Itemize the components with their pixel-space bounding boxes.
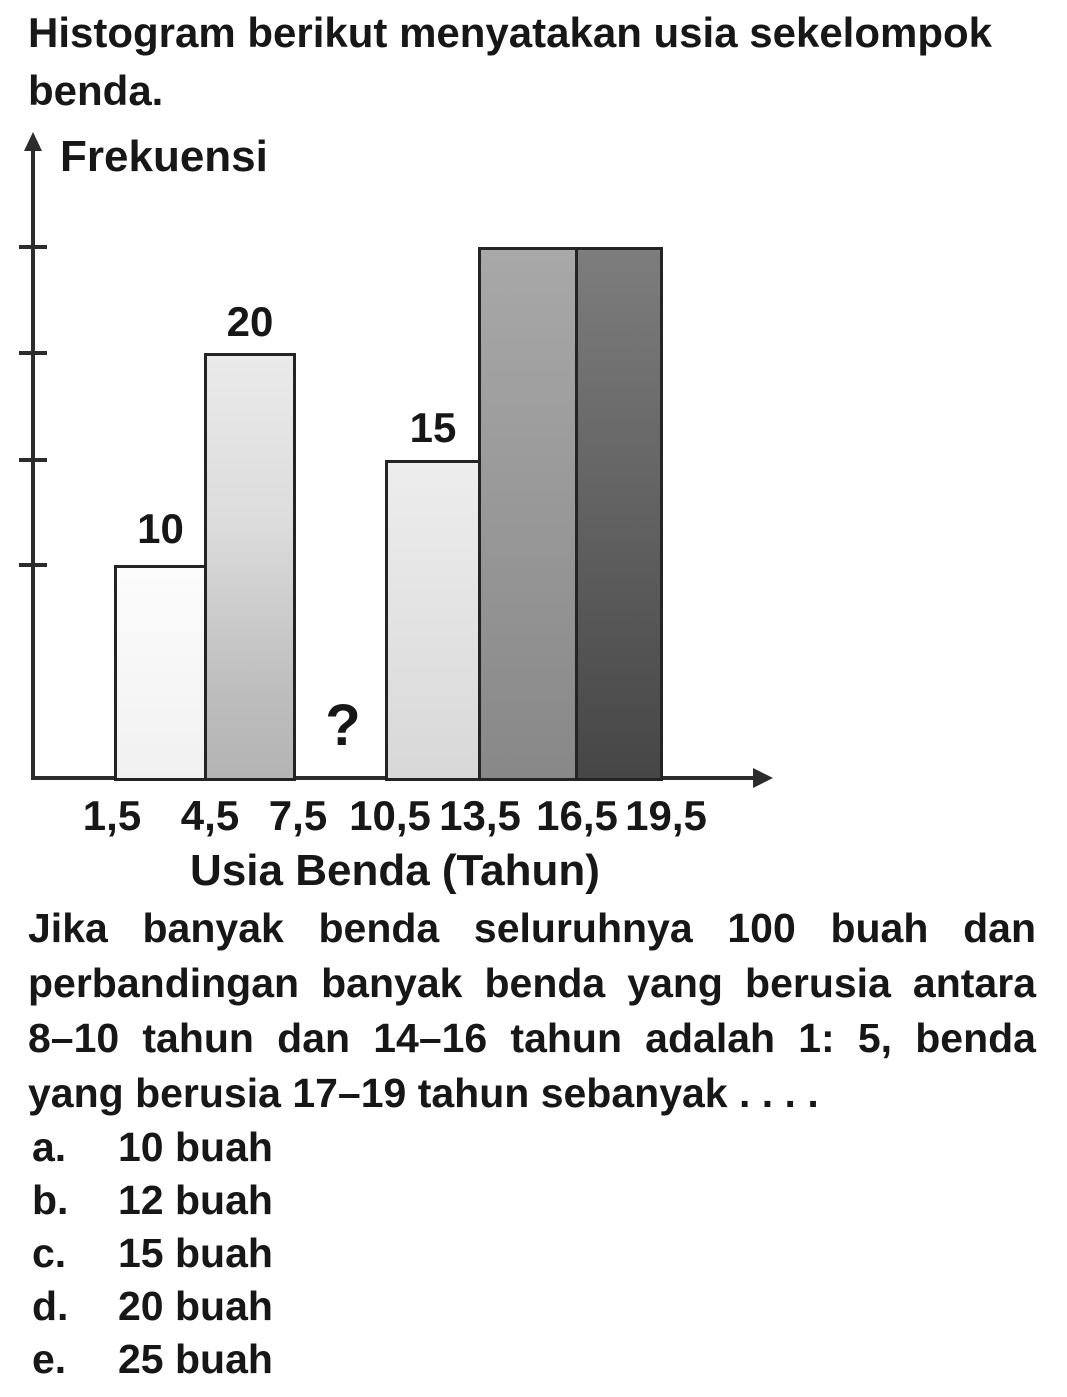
bar-4-5-to-7-5: [204, 353, 296, 781]
option-text: 25 buah: [118, 1336, 273, 1382]
option-b: [32, 1174, 273, 1227]
y-axis-tick: [19, 245, 47, 249]
y-axis-arrow-icon: [24, 132, 42, 151]
x-tick-label: 13,5: [439, 792, 521, 839]
bar-16-5-to-19-5: [575, 247, 663, 781]
bar-13-5-to-16-5: [478, 247, 578, 781]
x-axis-label: Usia Benda (Tahun): [190, 846, 600, 895]
x-tick-label: 19,5: [625, 792, 707, 839]
option-text: 20 buah: [118, 1283, 273, 1329]
bar-value-label: 15: [409, 404, 457, 451]
x-tick-label: 16,5: [536, 792, 618, 839]
option-d: [32, 1280, 273, 1333]
option-text: 10 buah: [118, 1124, 273, 1170]
x-tick-label: 7,5: [268, 792, 328, 839]
question-line: yang berusia 17–19 tahun sebanyak . . . .: [28, 1070, 819, 1116]
bar-value-label: 10: [137, 505, 184, 552]
answer-options: [32, 1121, 273, 1386]
question-line: 8–10 tahun dan 14–16 tahun adalah 1: 5, benda: [28, 1015, 1036, 1061]
option-text: 15 buah: [118, 1230, 273, 1276]
question-line: Jika banyak benda seluruhnya 100 buah dan: [28, 905, 1036, 951]
option-letter: b.: [32, 1177, 69, 1223]
intro-text: [28, 4, 1040, 120]
option-a: [32, 1121, 273, 1174]
bar-1-5-to-4-5: [114, 565, 207, 781]
bar-value-label: 20: [226, 298, 274, 345]
unknown-bar-question-mark: ?: [325, 693, 361, 758]
option-letter: d.: [32, 1283, 69, 1329]
x-tick-label: 1,5: [82, 792, 142, 839]
intro-line: Histogram berikut menyatakan usia sekelompok: [28, 9, 993, 56]
question-text: [28, 901, 1036, 1121]
y-axis-tick: [19, 458, 47, 462]
intro-line: benda.: [28, 67, 164, 114]
y-axis-tick: [19, 351, 47, 355]
option-e: [32, 1333, 273, 1386]
option-letter: e.: [32, 1336, 67, 1382]
y-axis-label: Frekuensi: [60, 132, 268, 181]
option-letter: a.: [32, 1124, 67, 1170]
x-axis-arrow-icon: [753, 768, 773, 788]
question-line: perbandingan banyak benda yang berusia antara: [28, 960, 1036, 1006]
x-tick-label: 10,5: [349, 792, 431, 839]
x-tick-label: 4,5: [180, 792, 240, 839]
y-axis-tick: [19, 563, 47, 567]
option-letter: c.: [32, 1230, 67, 1276]
option-text: 12 buah: [118, 1177, 273, 1223]
bar-10-5-to-13-5: [385, 460, 481, 781]
option-c: [32, 1227, 273, 1280]
